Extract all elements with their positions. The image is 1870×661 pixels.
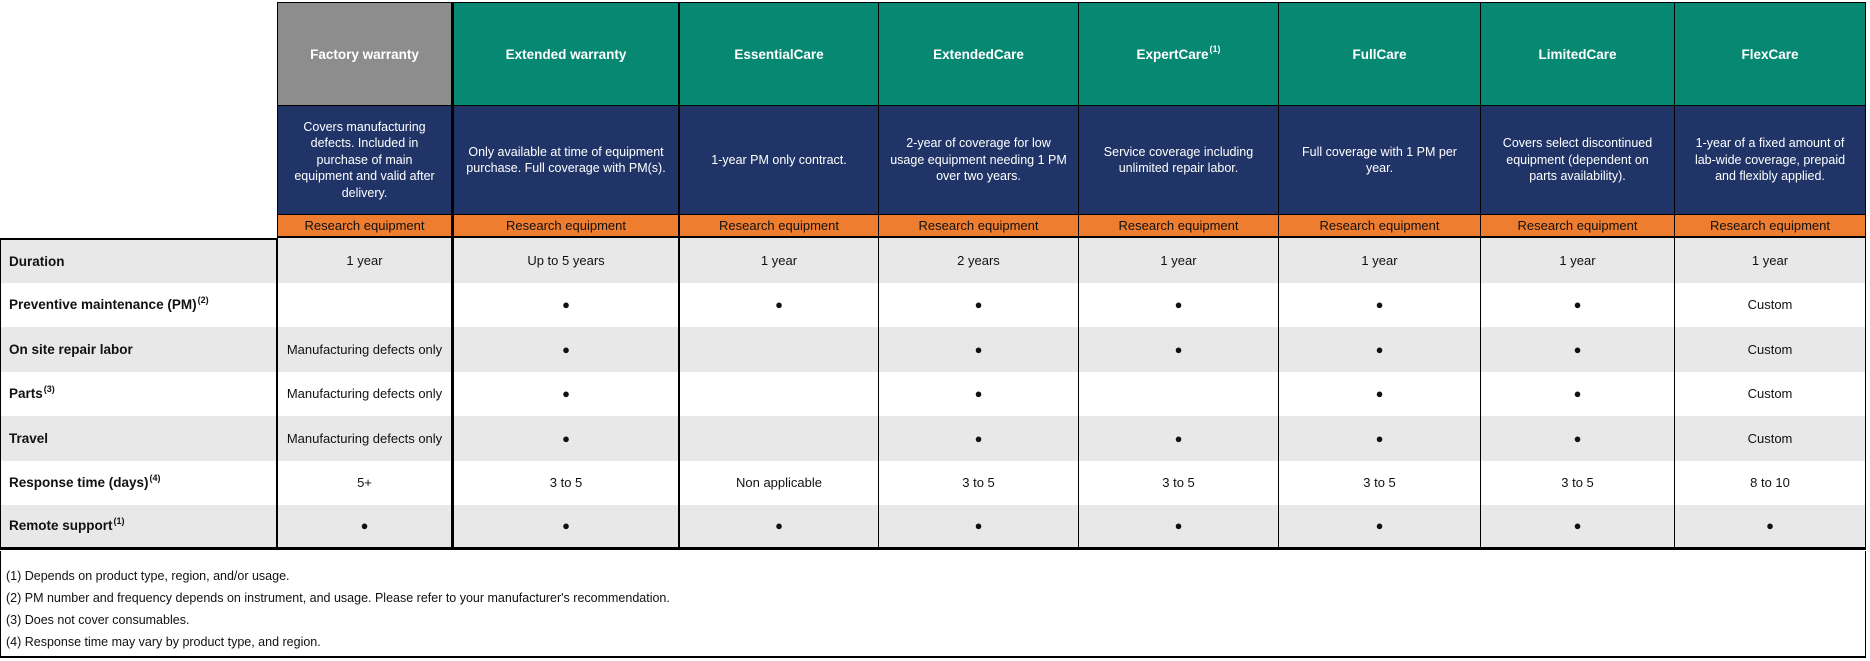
row-label-on-site-repair-labor	[0, 327, 277, 372]
plan-description: 1-year PM only contract.	[680, 105, 879, 214]
value-cell: ●	[452, 283, 680, 328]
row-label-parts	[0, 372, 277, 417]
plan-header-label: FlexCare	[1741, 46, 1799, 62]
plan-description: Service coverage including unlimited repair labor.	[1079, 105, 1279, 214]
plan-description: Full coverage with 1 PM per year.	[1279, 105, 1481, 214]
row-label-text: Preventive maintenance (PM)	[9, 297, 197, 313]
corner-blank	[0, 2, 277, 105]
value-cell: ●	[879, 283, 1079, 328]
value-cell: ●	[1079, 416, 1279, 461]
value-cell: ●	[452, 505, 680, 550]
value-cell: 3 to 5	[1481, 461, 1675, 506]
plan-header-expertcare	[1079, 2, 1279, 105]
row-label-superscript: (1)	[113, 515, 125, 526]
value-cell: 8 to 10	[1675, 461, 1866, 506]
value-cell: ●	[1279, 505, 1481, 550]
value-cell: 5+	[277, 461, 452, 506]
value-cell: ●	[1481, 283, 1675, 328]
row-label-superscript: (4)	[149, 472, 161, 483]
footnotes-section	[0, 551, 1866, 658]
plan-header-label: Factory warranty	[310, 46, 419, 62]
value-cell: ●	[879, 505, 1079, 550]
value-cell: ●	[452, 327, 680, 372]
value-cell: Manufacturing defects only	[277, 327, 452, 372]
value-cell	[680, 372, 879, 417]
row-label-text: Remote support	[9, 518, 113, 534]
value-cell: ●	[1675, 505, 1866, 550]
plan-header-superscript: (1)	[1209, 44, 1221, 54]
value-cell: 3 to 5	[879, 461, 1079, 506]
value-cell: 3 to 5	[1279, 461, 1481, 506]
row-label-response-time	[0, 461, 277, 506]
plan-header-essentialcare	[680, 2, 879, 105]
value-cell: 3 to 5	[452, 461, 680, 506]
value-cell: 1 year	[277, 238, 452, 283]
value-cell: ●	[1481, 327, 1675, 372]
plan-header-extended-warranty	[452, 2, 680, 105]
plan-description: 1-year of a fixed amount of lab-wide coverage, prepaid and flexibly applied.	[1675, 105, 1866, 214]
plan-header-flexcare	[1675, 2, 1866, 105]
value-cell: ●	[277, 505, 452, 550]
value-cell: ●	[879, 416, 1079, 461]
plan-header-label: FullCare	[1352, 46, 1407, 62]
value-cell: ●	[452, 372, 680, 417]
row-label-text: Parts	[9, 386, 43, 402]
value-cell: ●	[1481, 416, 1675, 461]
plan-header-label: Extended warranty	[505, 46, 627, 62]
footnote-4: (4) Response time may vary by product type, and region.	[6, 635, 321, 649]
plan-header-label: LimitedCare	[1538, 46, 1617, 62]
row-label-text: Duration	[9, 253, 65, 269]
description-blank	[0, 105, 277, 214]
value-cell: Up to 5 years	[452, 238, 680, 283]
value-cell: 1 year	[680, 238, 879, 283]
value-cell	[680, 416, 879, 461]
row-label-superscript: (2)	[197, 294, 209, 305]
warranty-comparison-table	[0, 2, 1866, 550]
segment-badge: Research equipment	[277, 214, 452, 238]
value-cell: Custom	[1675, 372, 1866, 417]
segment-badge: Research equipment	[680, 214, 879, 238]
value-cell: ●	[1481, 372, 1675, 417]
segment-badge: Research equipment	[1481, 214, 1675, 238]
value-cell: ●	[452, 416, 680, 461]
value-cell: ●	[879, 372, 1079, 417]
value-cell: ●	[1279, 327, 1481, 372]
value-cell: ●	[680, 283, 879, 328]
segment-badge: Research equipment	[1675, 214, 1866, 238]
value-cell: Non applicable	[680, 461, 879, 506]
row-label-text: Response time (days)	[9, 475, 149, 491]
value-cell: Manufacturing defects only	[277, 372, 452, 417]
value-cell: ●	[1079, 327, 1279, 372]
value-cell	[277, 283, 452, 328]
segment-badge: Research equipment	[1079, 214, 1279, 238]
plan-header-fullcare	[1279, 2, 1481, 105]
value-cell: ●	[1481, 505, 1675, 550]
value-cell: ●	[1279, 416, 1481, 461]
row-label-remote-support	[0, 505, 277, 550]
row-label-travel	[0, 416, 277, 461]
value-cell: Manufacturing defects only	[277, 416, 452, 461]
value-cell: ●	[1279, 372, 1481, 417]
value-cell	[1079, 372, 1279, 417]
value-cell: ●	[680, 505, 879, 550]
segment-badge: Research equipment	[1279, 214, 1481, 238]
row-label-superscript: (3)	[43, 383, 55, 394]
row-label-text: Travel	[9, 430, 49, 446]
value-cell: Custom	[1675, 416, 1866, 461]
plan-header-label: ExtendedCare	[933, 46, 1024, 62]
value-cell: 2 years	[879, 238, 1079, 283]
row-label-text: On site repair labor	[9, 341, 133, 357]
value-cell: 1 year	[1481, 238, 1675, 283]
value-cell: ●	[1079, 283, 1279, 328]
plan-header-label: ExpertCare	[1136, 46, 1209, 62]
value-cell: ●	[1079, 505, 1279, 550]
value-cell: 1 year	[1675, 238, 1866, 283]
value-cell: ●	[879, 327, 1079, 372]
segment-badge: Research equipment	[452, 214, 680, 238]
plan-header-label: EssentialCare	[734, 46, 824, 62]
plan-description: Covers manufacturing defects. Included in purchase of main equipment and valid after delivery.	[277, 105, 452, 214]
plan-header-factory-warranty	[277, 2, 452, 105]
footnote-3: (3) Does not cover consumables.	[6, 613, 190, 627]
value-cell: Custom	[1675, 283, 1866, 328]
footnote-2: (2) PM number and frequency depends on instrument, and usage. Please refer to your manufacturer's recommendation.	[6, 591, 670, 605]
segment-blank	[0, 214, 277, 238]
plan-header-extendedcare	[879, 2, 1079, 105]
plan-header-limitedcare	[1481, 2, 1675, 105]
value-cell: 1 year	[1079, 238, 1279, 283]
segment-badge: Research equipment	[879, 214, 1079, 238]
row-label-duration	[0, 238, 277, 283]
value-cell: 1 year	[1279, 238, 1481, 283]
value-cell: 3 to 5	[1079, 461, 1279, 506]
value-cell: ●	[1279, 283, 1481, 328]
value-cell	[680, 327, 879, 372]
row-label-preventive-maintenance	[0, 283, 277, 328]
value-cell: Custom	[1675, 327, 1866, 372]
plan-description: Covers select discontinued equipment (dependent on parts availability).	[1481, 105, 1675, 214]
plan-description: Only available at time of equipment purchase. Full coverage with PM(s).	[452, 105, 680, 214]
plan-description: 2-year of coverage for low usage equipment needing 1 PM over two years.	[879, 105, 1079, 214]
footnote-1: (1) Depends on product type, region, and/or usage.	[6, 569, 290, 583]
